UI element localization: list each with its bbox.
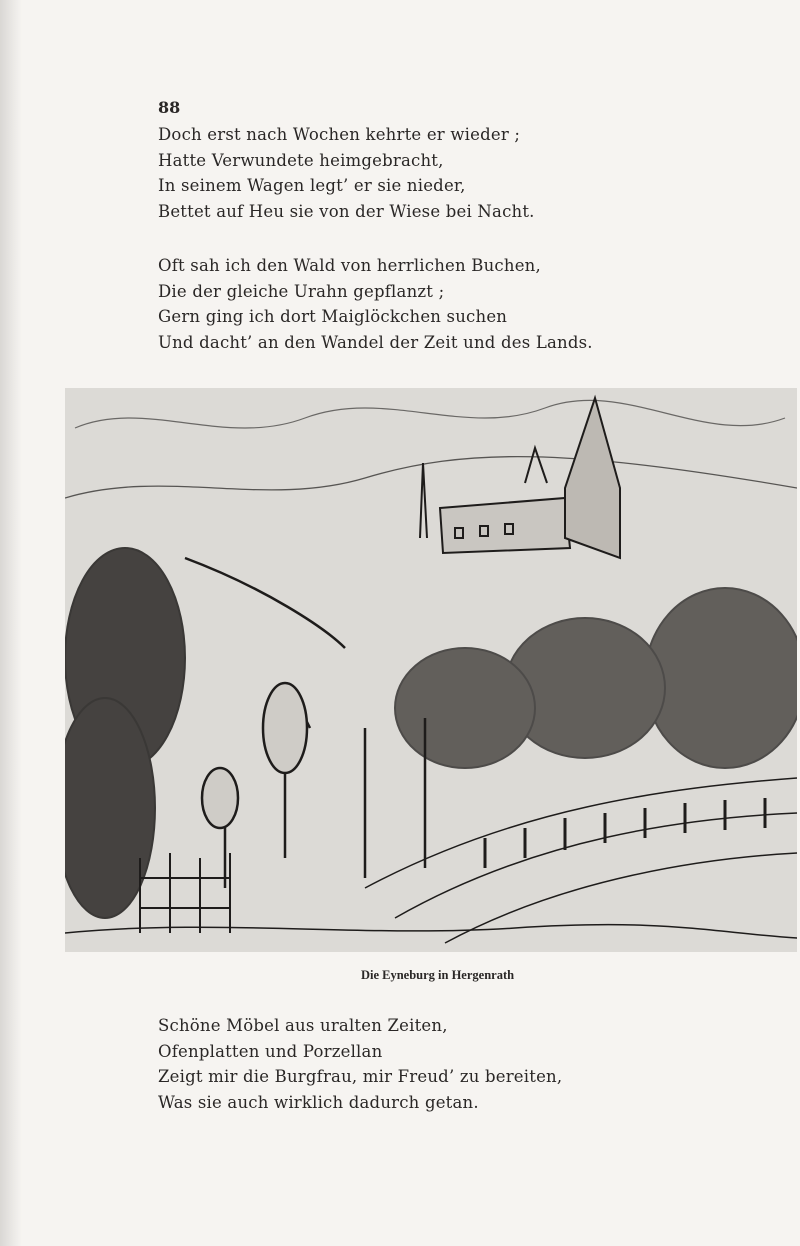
poem-stanza-3 bbox=[158, 1013, 562, 1115]
poem-line: Hatte Verwundete heimgebracht, bbox=[158, 150, 444, 170]
poem-line: Doch erst nach Wochen kehrte er wieder ; bbox=[158, 125, 521, 144]
left-tree bbox=[65, 548, 185, 918]
castle-sketch-illustration bbox=[65, 388, 797, 952]
figure-caption: Die Eyneburg in Hergenrath bbox=[360, 968, 515, 982]
poem-line: Gern ging ich dort Maiglöckchen suchen bbox=[158, 307, 508, 326]
page-edge-shadow bbox=[0, 0, 22, 1246]
poem-stanza-1 bbox=[158, 122, 535, 224]
poem-line: Oft sah ich den Wald von herrlichen Buchen, bbox=[158, 256, 541, 275]
thin-trees bbox=[202, 683, 425, 888]
poem-line: Und dacht’ an den Wandel der Zeit und des Lands. bbox=[158, 332, 593, 352]
hills bbox=[65, 457, 797, 498]
poem-line: In seinem Wagen legt’ er sie nieder, bbox=[158, 176, 466, 195]
poem-line: Was sie auch wirklich dadurch getan. bbox=[158, 1092, 479, 1112]
right-trees bbox=[395, 588, 797, 768]
ground bbox=[65, 925, 797, 938]
gate bbox=[140, 853, 230, 933]
page-number: 88 bbox=[158, 98, 181, 117]
poem-stanza-2 bbox=[158, 253, 593, 355]
sky-scribbles bbox=[75, 400, 785, 428]
poem-line: Schöne Möbel aus uralten Zeiten, bbox=[158, 1016, 448, 1035]
poem-line: Zeigt mir die Burgfrau, mir Freud’ zu bereiten, bbox=[158, 1067, 563, 1086]
poem-line: Die der gleiche Urahn gepflanzt ; bbox=[158, 281, 445, 301]
slope bbox=[185, 558, 345, 648]
poem-line: Bettet auf Heu sie von der Wiese bei Nacht. bbox=[158, 201, 535, 221]
castle bbox=[420, 398, 620, 558]
poem-line: Ofenplatten und Porzellan bbox=[158, 1041, 383, 1061]
field-lines bbox=[365, 778, 797, 943]
